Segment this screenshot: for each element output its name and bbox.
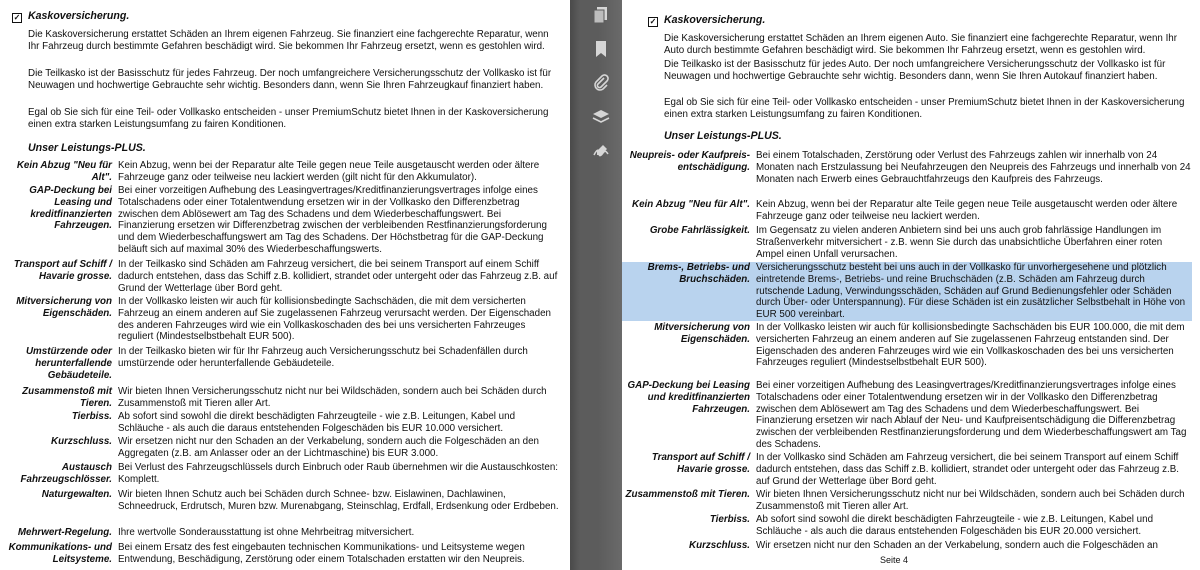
intro-paragraph-1: Die Kaskoversicherung erstattet Schäden an Ihrem eigenen Auto. Sie finanziert eine fachgerechte Reparatur, wenn Ihr Auto durch bestimmte Gefahren beschädigt wird. Sie bekommen Ihr Fahrzeug ersetzt, wenn es gestohlen wird. [664,33,1178,56]
list-item: Umstürzende oder herunterfallende Gebäudeteile. In der Teilkasko bieten wir für Ihr Fahrzeug auch Versicherungsschutz bei Schadenfällen durch umstürzende oder herunterfallende Gebäudeteile. [25,346,528,381]
list-item: Tierbiss. Ab sofort sind sowohl die direkt beschädigten Fahrzeugteile - wie z.B. Leitungen, Kabel und Schläuche - als auch die daraus entstehenden Folgeschäden bis EUR 20.000 versichert. [709,514,1154,537]
left-document-pane[interactable] [0,0,570,570]
list-item: Mehrwert-Regelung. Ihre wertvolle Sonderausstattung ist ohne Mehrbeitrag mitversichert. [17,527,415,538]
list-item: Tierbiss. Ab sofort sind sowohl die direkt beschädigten Fahrzeugteile - wie z.B. Leitungen, Kabel und Schläuche - als auch die daraus entstehenden Folgeschäden bis EUR 10.000 versichert. [71,411,516,434]
checkbox-icon: ✓ [649,17,657,26]
bookmark-icon[interactable] [592,40,610,58]
list-item: Zusammenstoß mit Tieren. Wir bieten Ihnen Versicherungsschutz nicht nur bei Wildschäden, sondern auch bei Schäden durch Zusammenstoß mit Tieren aller Art. [625,489,1185,512]
leistungs-plus-heading: Unser Leistungs-PLUS. [28,142,146,154]
list-item: Naturgewalten. Wir bieten Ihnen Schutz auch bei Schäden durch Schnee- bzw. Eislawinen, Dachlawinen, Schneedruck, Erdrutsch, Muren bzw. Murenabgang, Steinschlag, Erdfall, Erdsenkung oder Erdbeben. [41,489,559,512]
list-item: Mitversicherung von Eigenschäden. In der Vollkasko leisten wir auch für kollisionsbedingte Sachschäden, die mit dem versicherten Fahrzeug an einem anderen auf Sie zugelassenen Fahrzeug verursacht werden. Der Eigenschaden des anderen Fahrzeuges wird wie ein Vollkaskoschaden des bei uns versicherten Fahrzeuges reguliert (Mindestselbstbehalt EUR 500). [16,296,551,343]
signature-icon[interactable] [592,142,610,160]
intro-paragraph-2: Die Teilkasko ist der Basisschutz für jedes Fahrzeug. Der noch umfangreichere Versicherungsschutz der Vollkasko ist für Neuwagen und hochwertige Gebrauchte sehr wichtig. Besonders dann, wenn Sie Ihren Fahrzeugkauf finanziert haben. [28,68,552,91]
list-item: Kurzschluss. Wir ersetzen nicht nur den Schaden an der Verkabelung, sondern auch die Folgeschäden an [689,540,1158,551]
list-item: Transport auf Schiff / Havarie grosse. In der Teilkasko sind Schäden am Fahrzeug versichert, die bei seinem Transport auf einem Schiff dadurch entstehen, dass das Schiff z.B. kollidiert, strandet oder untergeht oder das Fahrzeug z.B. auf Grund der Wetterlage über Bord geht. [13,259,558,294]
kasko-heading: ✓ Kaskoversicherung. [13,10,130,22]
list-item: Kurzschluss. Wir ersetzen nicht nur den Schaden an der Verkabelung, sondern auch die Folgeschäden an den Aggregaten (z.B. am Anlasser oder an der Lichtmaschine) bis EUR 3.000. [51,436,540,459]
list-item: Austausch Fahrzeugschlösser. Bei Verlust des Fahrzeugschlüssels durch Einbruch oder Raub übernehmen wir die Austauschkosten: Komplett. [20,462,559,485]
layers-icon[interactable] [592,108,610,126]
list-item: Grobe Fahrlässigkeit. Im Gegensatz zu vielen anderen Anbietern sind bei uns auch grob fahrlässige Handlungen im Straßenverkehr mitversichert - z.B. wenn Sie durch das unabsichtliche Überfahren einer roten Ampel einen Unfall verursachen. [649,225,1163,260]
pages-icon[interactable] [592,6,610,24]
attachment-icon[interactable] [592,74,610,92]
highlighted-list-item[interactable]: Brems-, Betriebs- und Bruchschäden. Versicherungsschutz besteht bei uns auch in der Vollkasko für unvorhergesehene und plötzlich eintretende Brems-, Betriebs- und reine Bruchschäden (z.B. Schäden am Fahrzeug durch rutschende Ladung, Verwindungsschäden, Schäden auf Grund Bedienungsfehler oder Schäden durch Über- oder Unterspannung). Für diese Schäden ist ein zusätzlicher Selbstbehalt in Höhe von EUR 500 vereinbart. [622,262,1192,321]
list-item: Mitversicherung von Eigenschäden. In der Vollkasko leisten wir auch für kollisionsbedingte Sachschäden bis EUR 100.000, die mit dem versicherten Fahrzeug an einem anderen auf Sie zugelassenen Fahrzeug entstanden sind. Der Eigenschaden des anderen Fahrzeuges wird wie ein Vollkaskoschaden des bei uns versicherten Fahrzeuges reguliert (Mindestselbstbehalt EUR 500). [654,322,1185,369]
list-item: GAP-Deckung bei Leasing und kreditfinanzierten Fahrzeugen. Bei einer vorzeitigen Aufhebung des Leasingvertrages/Kreditfinanzierungsvertrages infolge eines Totalschadens oder einer Totalentwendung ersetzen wir in der Vollkasko den Differenzbetrag zwischen dem Ablösewert am Tag des Schadens und dem Wiederbeschaffungswert. Bei Finanzierung ersetzen wir Differenzbetrag zwischen der verbleibenden Restfinanzierungsforderung und dem Wiederbeschaffungswert am Tag des Schadens. Der Höchstbetrag für die GAP-Deckung beläuft sich auf maximal 30% des Wiederbeschaffungswerts. [29,185,547,255]
list-item: Kein Abzug "Neu für Alt". Kein Abzug, wenn bei der Reparatur alte Teile gegen neue Teile ausgetauscht werden oder ältere Fahrzeuge ganz oder teilweise neu lackiert werden (gilt nicht für den Akkumulator). [16,160,540,183]
intro-paragraph-2: Die Teilkasko ist der Basisschutz für jedes Auto. Der noch umfangreichere Versicherungsschutz der Vollkasko ist für Neuwagen und hochwertige Gebrauchte sehr wichtig. Besonders dann, wenn Sie Ihren Autokauf finanziert haben. [664,59,1166,82]
leistungs-plus-heading: Unser Leistungs-PLUS. [664,130,782,142]
page-number: Seite 4 [880,555,909,565]
list-item: Zusammenstoß mit Tieren. Wir bieten Ihnen Versicherungsschutz nicht nur bei Wildschäden, sondern auch bei Schäden durch Zusammenstoß mit Tieren aller Art. [22,386,547,409]
list-item: Neupreis- oder Kaufpreis-entschädigung. Bei einem Totalschaden, Zerstörung oder Verlust des Fahrzeugs zahlen wir innerhalb von 24 Monaten nach Erstzulassung bei Neufahrzeugen den Neupreis des Fahrzeugs und innerhalb von 24 Monaten nach Erwerb eines Gebrauchtfahrzeugs den Kaufpreis des Fahrzeugs. [629,150,1191,185]
list-item: Transport auf Schiff / Havarie grosse. In der Vollkasko sind Schäden am Fahrzeug versichert, die bei seinem Transport auf einem Schiff dadurch entstehen, dass das Schiff z.B. kollidiert, strandet oder untergeht oder das Fahrzeug z.B. auf Grund der Wetterlage über Bord geht. [651,452,1179,487]
right-document-pane[interactable] [622,0,1200,570]
intro-paragraph-3: Egal ob Sie sich für eine Teil- oder Vollkasko entscheiden - unser PremiumSchutz bietet Ihnen in der Kaskoversicherung einen extra starken Leistungsumfang zu fairen Konditionen. [664,97,1185,120]
list-item: GAP-Deckung bei Leasing und kreditfinanzierten Fahrzeugen. Bei einer vorzeitigen Aufhebung des Leasingvertrages/Kreditfinanzierungsvertrages infolge eines Totalschadens oder einer Totalentwendung ersetzen wir in der Vollkasko den Differenzbetrag zwischen dem Ablösewert am Tag des Schadens und dem Wiederbeschaffungswert. Bei Finanzierung ersetzen wir nach Ablauf der Neu- und Kaufpreisentschädigung die Differenzbetrag zwischen der verbleibenden Restfinanzierungsforderung und dem Wiederbeschaffungswert am Tag des Schadens. [627,380,1187,450]
intro-paragraph-3: Egal ob Sie sich für eine Teil- oder Vollkasko entscheiden - unser PremiumSchutz bietet Ihnen in der Kaskoversicherung einen extra starken Leistungsumfang zu fairen Konditionen. [28,107,549,130]
list-item: Kein Abzug "Neu für Alt". Kein Abzug, wenn bei der Reparatur alte Teile gegen neue Teile ausgetauscht werden oder ältere Fahrzeuge ganz oder teilweise neu lackiert werden. [632,199,1178,222]
kasko-heading: ✓ Kaskoversicherung. [649,14,766,26]
list-item: Kommunikations- und Leitsysteme. Bei einem Ersatz des fest eingebauten technischen Kommunikations- und Leitsysteme wegen Entwendung, Beschädigung, Zerstörung oder einem Totalschaden erstatten wir den Neupreis. [8,542,525,565]
intro-paragraph-1: Die Kaskoversicherung erstattet Schäden an Ihrem eigenen Fahrzeug. Sie finanziert eine fachgerechte Reparatur, wenn Ihr Fahrzeug durch bestimmte Gefahren beschädigt wird. Sie bekommen Ihr Fahrzeug ersetzt, wenn es gestohlen wird. [28,29,549,52]
viewer-side-toolbar [570,0,622,570]
checkbox-icon: ✓ [13,13,21,22]
